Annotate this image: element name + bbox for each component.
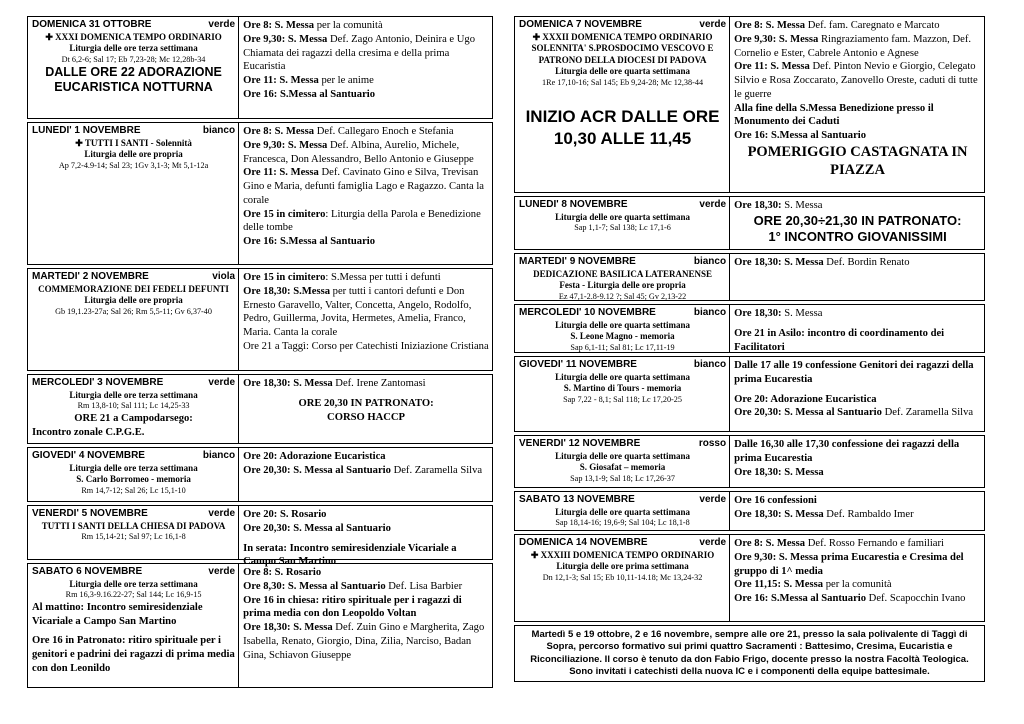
liturgy-line: Liturgia delle ore quarta settimana <box>555 506 690 517</box>
schedule-text: Def. Lisa Barbier <box>385 580 463 592</box>
liturgy-line: Liturgia delle ore quarta settimana <box>555 211 690 222</box>
schedule-bold: Ore 16: S.Messa al Santuario <box>734 593 867 605</box>
liturgy-line: ✚ TUTTI I SANTI - Solennità <box>75 137 192 148</box>
day-title: GIOVEDI' 4 NOVEMBRE <box>32 450 145 461</box>
day-info <box>28 269 239 370</box>
event-note: Incontro zonale C.P.G.E. <box>32 426 145 438</box>
schedule-text: Def. Bordin Renato <box>823 257 910 268</box>
day-header <box>519 537 726 550</box>
day-block <box>514 16 985 193</box>
day-header <box>519 494 726 507</box>
liturgy-line: Liturgia delle ore quarta settimana <box>555 319 690 330</box>
day-header <box>32 19 235 32</box>
liturgical-color: verde <box>699 537 727 548</box>
day-info <box>515 17 730 192</box>
schedule-text: S. Messa <box>784 308 823 319</box>
schedule-line <box>734 537 981 551</box>
liturgy-line: Festa - Liturgia delle ore propria <box>559 280 686 291</box>
event-highlight: INIZIO ACR DALLE ORE 10,30 ALLE 11,45 <box>525 107 720 148</box>
schedule-bold: Ore 16: S.Messa al Santuario <box>243 236 376 248</box>
liturgical-color: verde <box>208 19 236 30</box>
reading-references: Dt 6,2-6; Sal 17; Eb 7,23-28; Mc 12,28b-34 <box>61 54 206 64</box>
liturgical-color: verde <box>699 19 727 30</box>
schedule-text: Def. Zaramella Silva <box>390 464 483 476</box>
schedule-bold: Ore 15 in cimitero <box>243 272 326 283</box>
day-info <box>515 357 730 431</box>
day-info <box>515 254 730 300</box>
schedule-bold: Ore 16: S.Messa al Santuario <box>243 88 376 100</box>
liturgy-line: SOLENNITA' S.PROSDOCIMO VESCOVO E PATRONO DELLA DIOCESI DI PADOVA <box>531 43 714 65</box>
day-block <box>514 534 985 622</box>
schedule-text: per la comunità <box>314 20 383 31</box>
schedule-text: per le anime <box>318 75 374 87</box>
day-title: MERCOLEDI' 3 NOVEMBRE <box>32 377 164 388</box>
day-block <box>27 122 493 265</box>
reading-references: Sap 1,1-7; Sal 138; Lc 17,1-6 <box>574 223 671 233</box>
liturgy-line: ✚ XXXIII DOMENICA TEMPO ORDINARIO <box>530 549 715 560</box>
day-schedule <box>730 357 984 431</box>
schedule-text: Def. Zago Antonio, Deinira e Ugo <box>327 33 476 45</box>
day-block <box>27 563 493 688</box>
liturgy-line: Liturgia delle ore quarta settimana <box>555 371 690 382</box>
liturgy-line: Liturgia delle ore propria <box>84 149 183 160</box>
schedule-bold: Ore 20,30: S. Messa al Santuario <box>243 522 391 534</box>
schedule-bold: Ore 11: S. Messa <box>734 61 810 73</box>
schedule-bold: Ore 9,30: S. Messa <box>734 33 819 45</box>
day-info <box>515 436 730 487</box>
schedule-bold: Ore 9,30: S. Messa prima Eucarestia e Cresima del gruppo di 1^ media <box>734 551 964 577</box>
day-schedule <box>239 564 492 687</box>
schedule-bold: Ore 21 in Asilo: incontro di coordinamento dei Facilitatori <box>734 327 945 353</box>
schedule-bold: Ore 16 in chiesa: ritiro spirituale per i ragazzi di prima media con don Leopoldo Voltan <box>243 594 462 620</box>
right-column <box>514 16 985 682</box>
day-header <box>519 307 726 320</box>
day-schedule <box>730 254 984 300</box>
schedule-bold: Ore 8,30: S. Messa al Santuario <box>243 580 386 592</box>
schedule-line <box>243 235 489 249</box>
day-info <box>28 448 239 501</box>
schedule-text: Def. Scapocchin Ivano <box>866 593 966 605</box>
reading-references: Rm 15,14-21; Sal 97; Lc 16,1-8 <box>81 532 186 542</box>
day-title: MARTEDI' 9 NOVEMBRE <box>519 256 636 267</box>
schedule-line <box>243 594 489 622</box>
event-highlight: DALLE ORE 22 ADORAZIONE EUCARISTICA NOTTURNA <box>45 65 222 95</box>
liturgy-line: S. Leone Magno - memoria <box>570 331 675 342</box>
day-info <box>515 535 730 621</box>
day-schedule <box>730 492 984 530</box>
schedule-line <box>243 508 489 522</box>
schedule-line <box>243 450 489 464</box>
liturgy-line: S. Carlo Borromeo - memoria <box>76 474 191 485</box>
day-info <box>28 123 239 264</box>
liturgy-line: Liturgia delle ore terza settimana <box>69 43 198 54</box>
schedule-line <box>243 580 489 594</box>
schedule-line <box>734 466 981 480</box>
schedule-bold: Ore 18,30: S. Messa <box>243 378 333 389</box>
day-schedule <box>239 269 492 370</box>
schedule-text: Def. Rosso Fernando e familiari <box>805 538 944 549</box>
day-header <box>32 377 235 390</box>
liturgical-color: bianco <box>693 359 727 370</box>
schedule-line <box>734 33 981 61</box>
liturgy-line: Liturgia delle ore propria <box>84 295 183 306</box>
day-title: DOMENICA 31 OTTOBRE <box>32 19 152 30</box>
schedule-line <box>243 139 489 167</box>
schedule-line <box>243 377 489 391</box>
footer-note: Martedì 5 e 19 ottobre, 2 e 16 novembre, sempre alle ore 21, presso la sala polivalente di Taggì di Sopra, percorso formativo sui primi quattro Sacramenti : Battesimo, Cresima, Eucaristia e Riconciliazione. Il corso è tenuto da don Fabio Frigo, docente presso la nostra Facoltà Teologica. Sono invitati i catechisti della nuova IC e i componenti della equipe battesimale. <box>514 625 985 682</box>
schedule-bold: Ore 18,30: <box>734 200 785 211</box>
schedule-line <box>734 19 981 33</box>
schedule-text: S. Messa <box>784 200 823 211</box>
schedule-bold: Ore 8: S. Messa <box>243 20 315 31</box>
reading-references: Ap 7,2-4.9-14; Sal 23; 1Gv 3,1-3; Mt 5,1-12a <box>58 160 209 170</box>
liturgical-color: viola <box>212 271 236 282</box>
schedule-bold: Ore 16: S.Messa al Santuario <box>734 130 867 142</box>
liturgical-color: bianco <box>202 125 236 136</box>
left-column <box>27 16 493 691</box>
liturgy-line: DEDICAZIONE BASILICA LATERANENSE <box>533 268 712 279</box>
liturgy-line: Liturgia delle ore quarta settimana <box>555 66 690 77</box>
day-info <box>515 492 730 530</box>
liturgical-color: bianco <box>693 307 727 318</box>
day-schedule <box>730 436 984 487</box>
schedule-bold: Ore 8: S. Rosario <box>243 567 322 578</box>
schedule-bold: Alla fine della S.Messa Benedizione presso il Monumento dei Caduti <box>734 102 934 128</box>
reading-references: Ez 47,1-2.8-9.12 ?; Sal 45; Gv 2,13-22 <box>558 291 687 301</box>
reading-references: Sap 7,22 - 8,1; Sal 118; Lc 17,20-25 <box>563 394 682 404</box>
schedule-line <box>243 19 489 33</box>
day-schedule <box>730 305 984 352</box>
day-header <box>519 19 726 32</box>
day-header <box>519 359 726 372</box>
schedule-text: Chiamata dei ragazzi della cresima e della prima Eucaristia <box>243 47 450 73</box>
schedule-text: Def. Pinton Nevio e Giorgio, Celegato Silvio e Rosa Zoccarato, Zanovello Oreste, caduti di tutte le guerre <box>734 61 978 100</box>
day-title: SABATO 13 NOVEMBRE <box>519 494 635 505</box>
schedule-bold: Ore 9,30: S. Messa <box>243 139 328 151</box>
schedule-line <box>734 393 981 407</box>
event-note: Al mattino: Incontro semiresidenziale Vicariale a Campo San Martino <box>32 601 203 627</box>
schedule-line <box>734 256 981 270</box>
schedule-text: Def. Rambaldo Imer <box>823 508 914 520</box>
day-info <box>28 564 239 687</box>
day-title: VENERDI' 5 NOVEMBRE <box>32 508 148 519</box>
schedule-line <box>734 102 981 130</box>
liturgy-line: Liturgia delle ore terza settimana <box>69 462 198 473</box>
liturgical-color: rosso <box>698 438 727 449</box>
schedule-line <box>734 60 981 101</box>
schedule-line <box>734 129 981 143</box>
day-title: MERCOLEDI' 10 NOVEMBRE <box>519 307 656 318</box>
day-schedule <box>239 506 492 568</box>
liturgical-color: verde <box>208 508 236 519</box>
day-title: MARTEDI' 2 NOVEMBRE <box>32 271 149 282</box>
reading-references: Sap 18,14-16; 19,6-9; Sal 104; Lc 18,1-8 <box>555 518 690 528</box>
schedule-bold: Ore 9,30: S. Messa <box>243 33 328 45</box>
day-title: DOMENICA 7 NOVEMBRE <box>519 19 642 30</box>
liturgy-line: Liturgia delle ore terza settimana <box>69 578 198 589</box>
schedule-bold: Ore 18,30: S. Messa <box>734 508 824 520</box>
day-schedule <box>239 17 492 118</box>
schedule-line <box>243 285 489 340</box>
schedule-line <box>734 438 981 466</box>
reading-references: Gb 19,1.23-27a; Sal 26; Rm 5,5-11; Gv 6,37-40 <box>55 306 212 316</box>
day-info <box>515 305 730 352</box>
event-highlight: ORE 20,30÷21,30 IN PATRONATO: <box>753 212 962 228</box>
schedule-bold: Ore 18,30: S. Messa <box>243 622 333 634</box>
day-header <box>32 566 235 579</box>
schedule-text: Def. Zaramella Silva <box>881 407 974 419</box>
schedule-bold: Ore 18,30: S. Messa <box>734 466 824 478</box>
day-schedule <box>239 448 492 501</box>
liturgical-color: verde <box>208 377 236 388</box>
day-schedule <box>239 375 492 443</box>
event-note: ORE 20,30 IN PATRONATO: <box>298 397 434 409</box>
day-title: SABATO 6 NOVEMBRE <box>32 566 143 577</box>
schedule-line <box>243 464 489 478</box>
schedule-text: Def. fam. Caregnato e Marcato <box>805 20 940 31</box>
liturgical-color: verde <box>699 199 727 210</box>
liturgy-line: ✚ XXXII DOMENICA TEMPO ORDINARIO <box>532 31 713 42</box>
schedule-text: Def. Zuin Gino e Margherita, Zago Isabella, Renato, Giorgio, Dina, Zilia, Narciso, Badan Gina, Schiavon Giuseppe <box>243 622 485 661</box>
day-block <box>27 268 493 371</box>
schedule-bold: Ore 20: Adorazione Eucaristica <box>734 393 877 405</box>
event-highlight: 1° INCONTRO GIOVANISSIMI <box>768 229 947 245</box>
liturgy-line: S. Martino di Tours - memoria <box>563 383 682 394</box>
schedule-line <box>243 166 489 207</box>
schedule-bold: Ore 8: S. Messa <box>243 126 315 137</box>
liturgy-line: Liturgia delle ore terza settimana <box>69 389 198 400</box>
schedule-line <box>734 494 981 508</box>
liturgy-line: COMMEMORAZIONE DEI FEDELI DEFUNTI <box>38 283 229 294</box>
event-note: CORSO HACCP <box>327 411 406 423</box>
schedule-bold: Ore 18,30: <box>734 308 785 319</box>
liturgy-line: S. Giosafat – memoria <box>579 462 666 473</box>
schedule-text: per tutti i cantori defunti e Don Ernesto Garavello, Valter, Concetta, Angelo, Rodolfo, Pedro, Guillerma, Jovita, Hermetes, Amelia, Franco, Maria. Canta la corale <box>243 285 472 339</box>
day-header <box>519 199 726 212</box>
schedule-line <box>243 47 489 75</box>
day-block <box>514 304 985 353</box>
schedule-line <box>243 125 489 139</box>
schedule-line <box>243 522 489 536</box>
schedule-bold: Ore 16 confessioni <box>734 495 817 506</box>
schedule-line <box>243 208 489 236</box>
schedule-bold: Ore 8: S. Messa <box>734 538 806 549</box>
schedule-bold: In serata: Incontro semiresidenziale Vicariale a Campo San Martino <box>243 542 457 568</box>
schedule-bold: Ore 15 in cimitero <box>243 208 326 220</box>
day-block <box>514 356 985 432</box>
schedule-bold: Dalle 17 alle 19 confessione Genitori dei ragazzi della prima Eucarestia <box>734 360 974 385</box>
schedule-line <box>734 359 981 387</box>
schedule-text: per la comunità <box>823 579 892 591</box>
day-header <box>32 450 235 463</box>
reading-references: Rm 13,8-10; Sal 111; Lc 14,25-33 <box>77 401 190 411</box>
day-schedule <box>730 535 984 621</box>
day-block <box>27 505 493 568</box>
schedule-line <box>243 340 489 354</box>
schedule-line <box>734 199 981 213</box>
event-note: ORE 21 a Campodarsego: <box>74 412 193 424</box>
schedule-bold: Ore 20: S. Rosario <box>243 509 327 520</box>
day-block <box>514 435 985 488</box>
day-block <box>27 447 493 502</box>
event-note: Ore 16 in Patronato: ritiro spirituale per i genitori e padrini dei ragazzi di prima media con don Leonildo <box>32 635 235 674</box>
liturgy-line: Liturgia delle ore quarta settimana <box>555 450 690 461</box>
liturgical-color: verde <box>699 494 727 505</box>
day-block <box>27 16 493 119</box>
schedule-text: : Liturgia della Parola e Benedizione delle tombe <box>243 208 481 234</box>
schedule-line <box>734 307 981 321</box>
day-info <box>28 506 239 559</box>
day-title: DOMENICA 14 NOVEMBRE <box>519 537 648 548</box>
day-header <box>519 256 726 269</box>
schedule-bold: Ore 20: Adorazione Eucaristica <box>243 451 386 462</box>
schedule-line <box>734 508 981 522</box>
schedule-line <box>243 271 489 285</box>
schedule-bold: Ore 18,30: S. Messa <box>734 257 824 268</box>
day-info <box>515 197 730 249</box>
schedule-line <box>243 88 489 102</box>
reading-references: Dn 12,1-3; Sal 15; Eb 10,11-14.18; Mc 13,24-32 <box>542 572 703 582</box>
schedule-text: Ore 21 a Taggì: Corso per Catechisti Iniziazione Cristiana <box>243 340 489 352</box>
day-title: GIOVEDI' 11 NOVEMBRE <box>519 359 637 370</box>
schedule-bold: Ore 20,30: S. Messa al Santuario <box>243 464 391 476</box>
schedule-line <box>243 621 489 662</box>
schedule-line <box>243 74 489 88</box>
day-block <box>514 491 985 531</box>
day-info <box>28 17 239 118</box>
schedule-line <box>734 551 981 579</box>
day-title: VENERDI' 12 NOVEMBRE <box>519 438 641 449</box>
liturgy-line: ✚ XXXI DOMENICA TEMPO ORDINARIO <box>45 31 222 42</box>
reading-references: Sap 6,1-11; Sal 81; Lc 17,11-19 <box>570 342 675 352</box>
day-header <box>32 271 235 284</box>
day-block <box>27 374 493 444</box>
reading-references: 1Re 17,10-16; Sal 145; Eb 9,24-28; Mc 12,38-44 <box>542 77 704 87</box>
schedule-text: Def. Callegaro Enoch e Stefania <box>314 126 454 137</box>
liturgical-color: bianco <box>693 256 727 267</box>
day-block <box>514 196 985 250</box>
schedule-bold: Ore 11: S. Messa <box>243 75 319 87</box>
liturgical-color: bianco <box>202 450 236 461</box>
day-schedule <box>730 197 984 249</box>
day-header <box>32 125 235 138</box>
day-block <box>514 253 985 301</box>
schedule-line <box>734 592 981 606</box>
reading-references: Rm 16,3-9.16.22-27; Sal 144; Lc 16,9-15 <box>65 590 202 600</box>
day-header <box>519 438 726 451</box>
schedule-text: : S.Messa per tutti i defunti <box>325 272 441 283</box>
schedule-line <box>243 566 489 580</box>
schedule-line <box>734 578 981 592</box>
reading-references: Rm 14,7-12; Sal 26; Lc 15,1-10 <box>81 485 186 495</box>
schedule-bold: Ore 11: S. Messa <box>243 167 319 179</box>
schedule-bold: Ore 11,15: S. Messa <box>734 579 824 591</box>
schedule-text: Ringraziamento fam. Mazzon, Def. Cornelio e Ester, Cabrele Antonio e Agnese <box>734 33 972 59</box>
day-schedule <box>239 123 492 264</box>
event-highlight: POMERIGGIO CASTAGNATA IN PIAZZA <box>747 143 968 179</box>
day-schedule <box>730 17 984 192</box>
day-header <box>32 508 235 521</box>
liturgical-color: verde <box>208 566 236 577</box>
schedule-bold: Ore 20,30: S. Messa al Santuario <box>734 407 882 419</box>
day-info <box>28 375 239 443</box>
liturgy-line: Liturgia delle ore prima settimana <box>556 561 689 572</box>
day-title: LUNEDI' 8 NOVEMBRE <box>519 199 628 210</box>
schedule-text: Def. Irene Zantomasi <box>332 378 426 389</box>
schedule-line <box>243 33 489 47</box>
schedule-bold: Ore 8: S. Messa <box>734 20 806 31</box>
reading-references: Sap 13,1-9; Sal 18; Lc 17,26-37 <box>570 473 675 483</box>
schedule-line <box>734 406 981 420</box>
day-title: LUNEDI' 1 NOVEMBRE <box>32 125 141 136</box>
schedule-bold: Ore 18,30: S.Messa <box>243 285 330 297</box>
schedule-text: Def. Cavinato Gino e Silva, Trevisan Gino e Maria, defunti famiglia Lago e Ragazzo. Canta la corale <box>243 167 485 206</box>
schedule-bold: Dalle 16,30 alle 17,30 confessione dei ragazzi della prima Eucarestia <box>734 439 960 464</box>
liturgy-line: TUTTI I SANTI DELLA CHIESA DI PADOVA <box>41 520 226 531</box>
schedule-line <box>734 327 981 355</box>
schedule-text: Def. Albina, Aurelio, Michele, Francesca, Don Alessandro, Bello Antonio e Giuseppe <box>243 139 474 165</box>
